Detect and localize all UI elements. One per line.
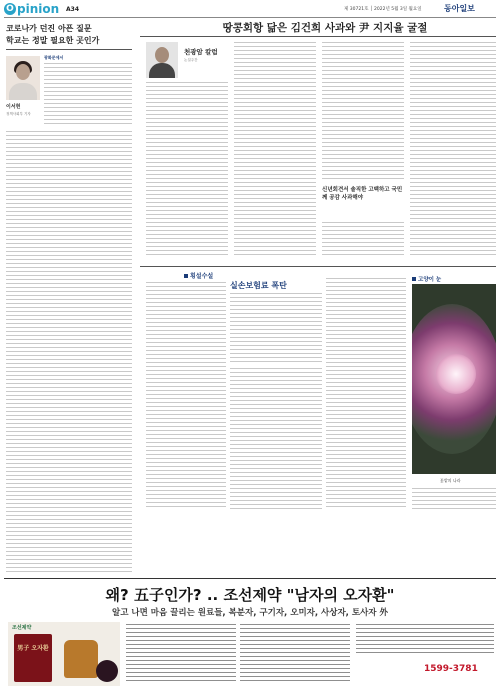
author-photo xyxy=(6,56,40,100)
ad-rule xyxy=(4,578,496,579)
berries-image xyxy=(96,660,118,682)
section-rule xyxy=(140,266,496,267)
newspaper-name: 동아일보 xyxy=(444,4,475,13)
main-rule xyxy=(140,36,496,37)
photo-section-label: 고양이 눈 xyxy=(412,275,441,283)
column-body-4 xyxy=(410,42,496,258)
photo-caption xyxy=(412,488,496,510)
ad-body-text-2 xyxy=(240,624,350,684)
ad-body-text-3 xyxy=(356,624,494,654)
section-label: 횡설수설 xyxy=(184,271,213,280)
column-tag: 광화문에서 xyxy=(44,55,64,60)
ad-subline: 알고 나면 마음 끌리는 원료들, 복분자, 구기자, 오미자, 사상자, 토사자 外 xyxy=(112,608,388,618)
product-box-label: 男子 오자환 xyxy=(17,645,49,652)
photo-caption-title: 꽃밭의 나라 xyxy=(440,478,461,483)
short-column-body-3 xyxy=(326,278,406,510)
column-body-2 xyxy=(234,42,316,258)
header-rule xyxy=(4,17,496,18)
ad-brand: 조선제약 xyxy=(12,625,32,631)
column-body-1 xyxy=(146,82,228,258)
column-body-3b xyxy=(322,222,404,258)
left-headline-line1: 코로나가 던진 아픈 질문 xyxy=(6,24,92,33)
short-column-body-2 xyxy=(230,293,322,363)
author-name: 이서현 xyxy=(6,104,21,110)
main-headline: 땅콩회항 닮은 김건희 사과와 尹 지지율 굴절 xyxy=(222,22,428,34)
left-rule xyxy=(6,49,132,50)
columnist-name: 천광암 칼럼 xyxy=(184,48,218,56)
pull-quote: 신년회견서 솔직한 고백하고 국민께 공감 사과해야 xyxy=(322,187,403,201)
left-body-text xyxy=(44,63,132,127)
opinion-logo-circle: O xyxy=(4,3,16,15)
product-jar xyxy=(64,640,98,678)
ad-headline: 왜? 五子인가? .. 조선제약 "남자의 오자환" xyxy=(105,586,395,604)
columnist-photo xyxy=(146,42,178,78)
opinion-logo-text: pinion xyxy=(17,2,60,16)
short-column-title: 실손보험료 폭탄 xyxy=(230,281,287,290)
short-column-body-1 xyxy=(146,282,226,510)
left-body-text-continued xyxy=(6,131,132,575)
columnist-title: 논설주간 xyxy=(184,58,198,62)
short-column-body-2b xyxy=(230,368,322,510)
dateline: 제 30721호 │ 2022년 5월 3일 월요일 xyxy=(344,7,422,12)
ornamental-kale-photo xyxy=(412,284,496,474)
left-headline xyxy=(6,23,132,47)
page-number: A34 xyxy=(66,6,79,13)
ad-body-text-1 xyxy=(126,624,236,684)
column-body-3 xyxy=(322,42,404,182)
product-box xyxy=(14,634,52,682)
ad-phone-number[interactable]: 1599-3781 xyxy=(424,664,478,674)
author-title: 정책사회부 기자 xyxy=(6,112,31,116)
left-headline-line2: 학교는 정말 필요한 곳인가 xyxy=(6,36,100,45)
